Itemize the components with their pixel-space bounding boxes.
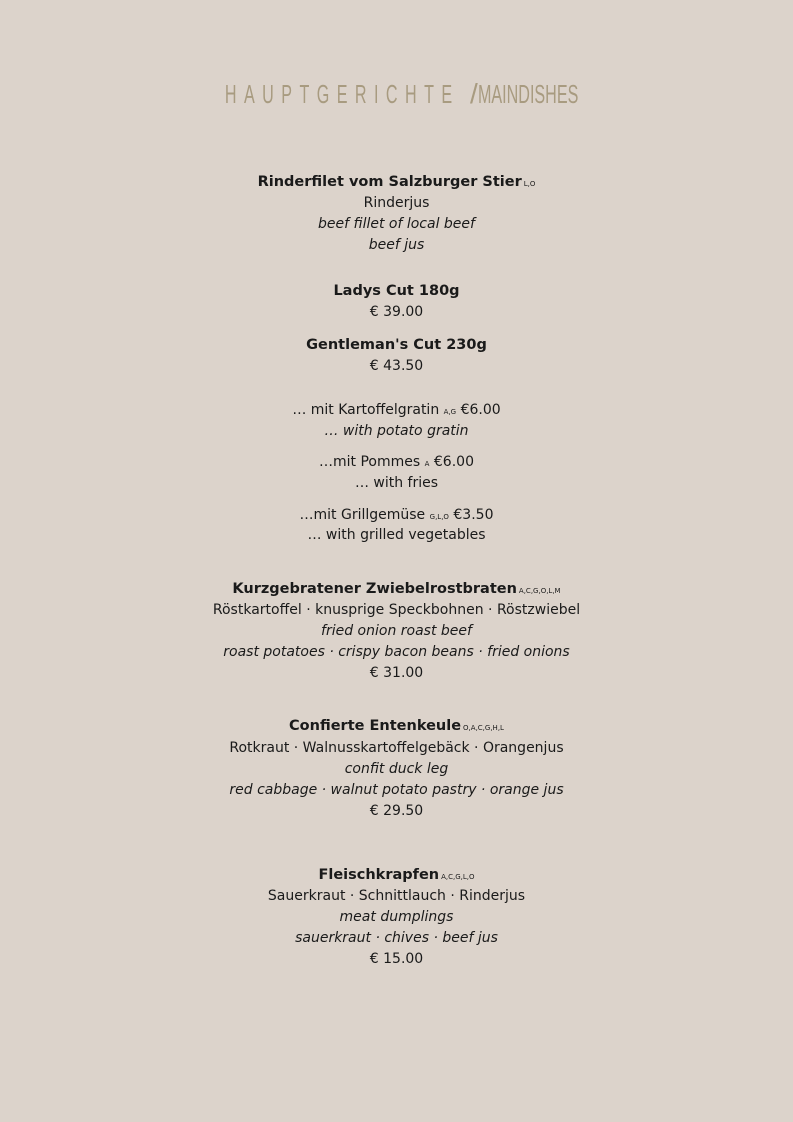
dish-sides-de: Rotkraut · Walnusskartoffelgebäck · Orangenjus (229, 740, 564, 756)
allergen-codes: A,C,G,O,L,M (518, 587, 561, 595)
title-english: MAINDISHES (477, 78, 579, 109)
page-title (0, 78, 793, 110)
dish-name: Rinderfilet vom Salzburger Stier (257, 174, 522, 190)
cut-ladys-price: € 39.00 (369, 304, 424, 320)
cut-gentleman-price: € 43.50 (369, 358, 424, 374)
dish-price: € 31.00 (369, 665, 424, 681)
dish-sides-de: Sauerkraut · Schnittlauch · Rinderjus (267, 888, 526, 904)
dish-sides-en: roast potatoes · crispy bacon beans · fried onions (223, 644, 570, 660)
allergen-codes: A (424, 460, 430, 468)
dish-title-rinderfilet (0, 172, 793, 194)
dish-title-entenkeule (0, 716, 793, 738)
dish-name: Fleischkrapfen (318, 867, 440, 883)
dish-title-fleischkrapfen (0, 865, 793, 887)
extra-fries-en: … with fries (354, 475, 439, 491)
cut-ladys-name: Ladys Cut 180g (333, 283, 460, 299)
extra-price: €6.00 (460, 402, 501, 418)
allergen-codes: A,G (443, 408, 457, 416)
dish-price: € 15.00 (369, 951, 424, 967)
extra-label: …mit Grillgemüse (299, 507, 426, 523)
allergen-codes: O,A,C,G,H,L (463, 724, 504, 732)
dish-name: Confierte Entenkeule (289, 718, 462, 734)
title-german: HAUPTGERICHTE (225, 78, 461, 109)
extra-fries-de (0, 452, 793, 474)
dish-price: € 29.50 (369, 803, 424, 819)
dish-sides-de: Röstkartoffel · knusprige Speckbohnen · Röstzwiebel (212, 602, 581, 618)
dish-sides-en: red cabbage · walnut potato pastry · orange jus (229, 782, 564, 798)
dish-name: Kurzgebratener Zwiebelrostbraten (232, 581, 517, 597)
dish-name-en: meat dumplings (339, 909, 454, 925)
extra-gratin-de (0, 400, 793, 422)
extra-label: … mit Kartoffelgratin (292, 402, 440, 418)
extra-price: €3.50 (453, 507, 494, 523)
extra-label: …mit Pommes (319, 454, 421, 470)
dish-side-de: Rinderjus (363, 195, 430, 211)
dish-side-en: beef jus (368, 237, 425, 253)
allergen-codes: L,O (523, 180, 536, 188)
allergen-codes: A,C,G,L,O (441, 873, 475, 881)
extra-gratin-en: … with potato gratin (324, 423, 469, 439)
dish-name-en: beef fillet of local beef (318, 216, 475, 232)
allergen-codes: G,L,O (429, 513, 449, 521)
extra-vegetables-de (0, 505, 793, 527)
dish-name-en: confit duck leg (344, 761, 449, 777)
dish-title-zwiebelrostbraten (0, 579, 793, 601)
extra-vegetables-en: … with grilled vegetables (307, 527, 486, 543)
cut-gentleman-name: Gentleman's Cut 230g (306, 337, 487, 353)
extra-price: €6.00 (433, 454, 474, 470)
dish-sides-en: sauerkraut · chives · beef jus (295, 930, 498, 946)
dish-name-en: fried onion roast beef (321, 623, 472, 639)
title-slash: / (469, 78, 478, 109)
